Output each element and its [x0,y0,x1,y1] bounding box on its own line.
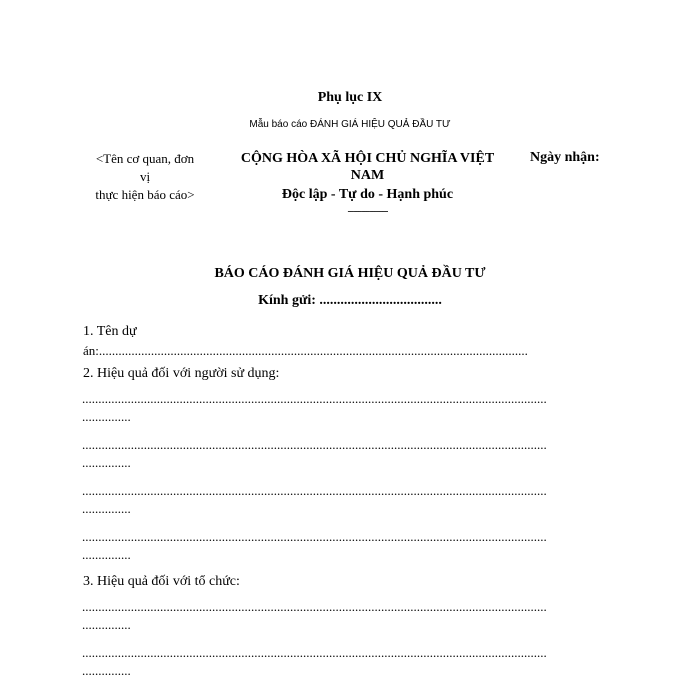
dotted-line-short: ............... [82,455,131,470]
dotted-line-short: ............... [82,547,131,562]
project-name-field [83,322,623,360]
agency-line-2: vị [139,169,151,184]
agency-line-1: <Tên cơ quan, đơn [95,151,195,166]
dotted-line-short: ............... [82,617,131,632]
date-received-label: Ngày nhận: [530,150,600,165]
dotted-line-short: ............... [82,501,131,516]
dotted-line-short: ............... [82,663,131,678]
appendix-title: Phụ lục IX [317,90,383,105]
dotted-line: ............................................................................................................................................... [82,645,547,660]
agency-placeholder [80,150,210,204]
motto-divider: --------------- [347,205,388,217]
user-efficiency-answer-3 [82,482,620,518]
organization-efficiency-label: 3. Hiệu quả đối với tổ chức: [83,574,240,589]
user-efficiency-answer-1 [82,390,620,426]
user-efficiency-answer-2 [82,436,620,472]
organization-efficiency-answer-1 [82,598,620,634]
user-efficiency-answer-4 [82,528,620,564]
project-name-dotted-line: án:.................................................................................................................................... [83,343,528,358]
dotted-line: ............................................................................................................................................... [82,599,547,614]
dotted-line: ............................................................................................................................................... [82,483,547,498]
nation-name [225,150,510,184]
dotted-line: ............................................................................................................................................... [82,391,547,406]
user-efficiency-label: 2. Hiệu quả đối với người sử dụng: [83,366,280,381]
form-subtitle: Mẫu báo cáo ĐÁNH GIÁ HIỆU QUẢ ĐẦU TƯ [249,119,451,130]
dotted-line: ............................................................................................................................................... [82,437,547,452]
agency-line-3: thực hiện báo cáo> [95,187,195,202]
recipient-line: Kính gửi: ................................... [258,293,442,308]
organization-efficiency-answer-2 [82,644,620,680]
project-name-label: 1. Tên dự [83,324,137,339]
nation-name-line-2: NAM [350,168,385,183]
report-title: BÁO CÁO ĐÁNH GIÁ HIỆU QUẢ ĐẦU TƯ [214,266,486,281]
national-header [225,150,510,216]
dotted-line-short: ............... [82,409,131,424]
dotted-line: ............................................................................................................................................... [82,529,547,544]
nation-name-line-1: CỘNG HÒA XÃ HỘI CHỦ NGHĨA VIỆT [240,151,495,166]
national-motto: Độc lập - Tự do - Hạnh phúc [281,187,454,202]
